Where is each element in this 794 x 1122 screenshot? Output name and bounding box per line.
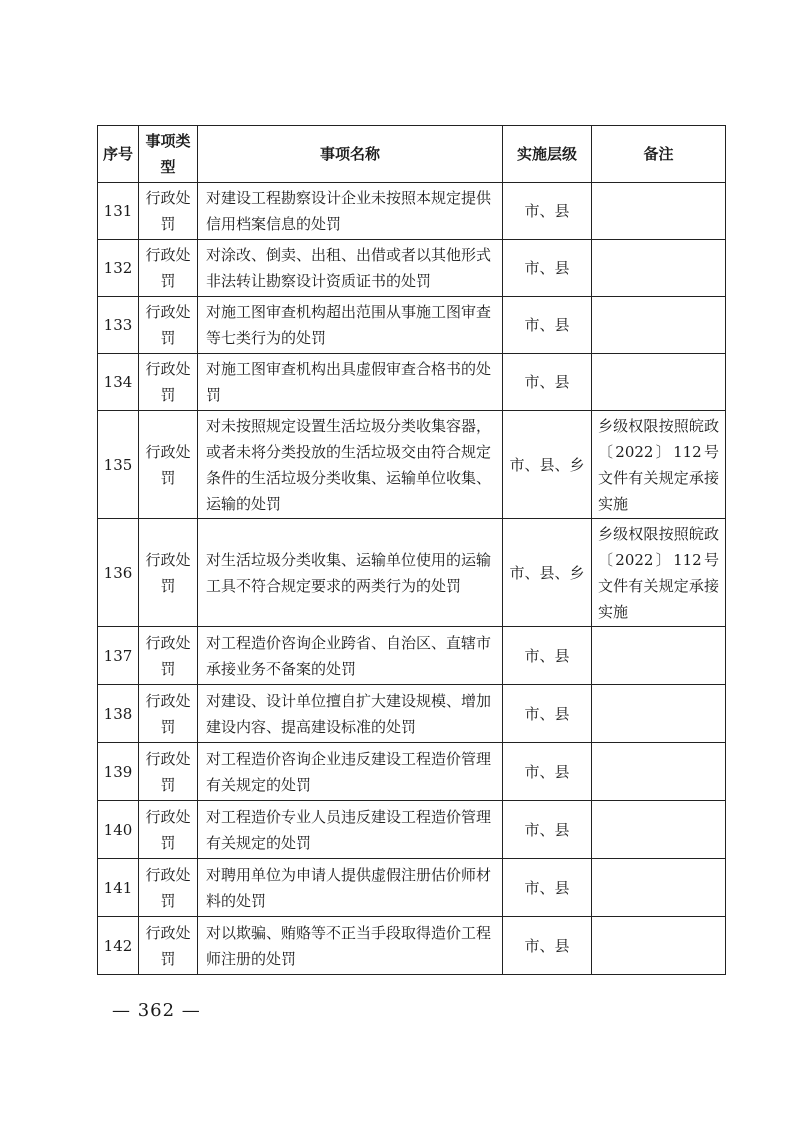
- row-name: 对建设、设计单位擅自扩大建设规模、增加建设内容、提高建设标准的处罚: [198, 685, 503, 743]
- row-name: 对生活垃圾分类收集、运输单位使用的运输工具不符合规定要求的两类行为的处罚: [198, 519, 503, 627]
- row-name: 对工程造价专业人员违反建设工程造价管理有关规定的处罚: [198, 801, 503, 859]
- row-note: [592, 859, 726, 917]
- table-header-row: [98, 126, 726, 183]
- row-type: 行政处罚: [139, 917, 198, 975]
- row-level: 市、县: [503, 685, 592, 743]
- row-level: 市、县: [503, 183, 592, 240]
- row-level: 市、县: [503, 354, 592, 411]
- row-level: 市、县: [503, 917, 592, 975]
- row-note: [592, 183, 726, 240]
- row-type: 行政处罚: [139, 354, 198, 411]
- row-type: 行政处罚: [139, 627, 198, 685]
- table-row: [98, 859, 726, 917]
- table-row: [98, 685, 726, 743]
- row-no: 141: [98, 859, 139, 917]
- row-name: 对工程造价咨询企业违反建设工程造价管理有关规定的处罚: [198, 743, 503, 801]
- row-note: 乡级权限按照皖政〔2022〕112号文件有关规定承接实施: [592, 519, 726, 627]
- row-note: 乡级权限按照皖政〔2022〕112号文件有关规定承接实施: [592, 411, 726, 519]
- row-note: [592, 917, 726, 975]
- row-level: 市、县、乡: [503, 411, 592, 519]
- row-name: 对聘用单位为申请人提供虚假注册估价师材料的处罚: [198, 859, 503, 917]
- row-name: 对建设工程勘察设计企业未按照本规定提供信用档案信息的处罚: [198, 183, 503, 240]
- row-no: 133: [98, 297, 139, 354]
- row-name: 对施工图审查机构出具虚假审查合格书的处罚: [198, 354, 503, 411]
- table-row: [98, 240, 726, 297]
- table-row: [98, 519, 726, 627]
- row-no: 138: [98, 685, 139, 743]
- row-type: 行政处罚: [139, 183, 198, 240]
- table-row: [98, 801, 726, 859]
- row-level: 市、县: [503, 859, 592, 917]
- row-no: 142: [98, 917, 139, 975]
- row-name: 对未按照规定设置生活垃圾分类收集容器，或者未将分类投放的生活垃圾交由符合规定条件的生活垃圾分类收集、运输单位收集、运输的处罚: [198, 411, 503, 519]
- row-level: 市、县: [503, 240, 592, 297]
- row-level: 市、县: [503, 297, 592, 354]
- row-level: 市、县、乡: [503, 519, 592, 627]
- row-note: [592, 801, 726, 859]
- row-note: [592, 354, 726, 411]
- row-note: [592, 685, 726, 743]
- row-name: 对工程造价咨询企业跨省、自治区、直辖市承接业务不备案的处罚: [198, 627, 503, 685]
- row-note: [592, 743, 726, 801]
- row-type: 行政处罚: [139, 297, 198, 354]
- items-table: [97, 125, 726, 975]
- row-name: 对以欺骗、贿赂等不正当手段取得造价工程师注册的处罚: [198, 917, 503, 975]
- row-name: 对施工图审查机构超出范围从事施工图审查等七类行为的处罚: [198, 297, 503, 354]
- row-type: 行政处罚: [139, 519, 198, 627]
- row-note: [592, 240, 726, 297]
- row-level: 市、县: [503, 627, 592, 685]
- row-level: 市、县: [503, 801, 592, 859]
- table-row: [98, 917, 726, 975]
- table-row: [98, 627, 726, 685]
- row-note: [592, 297, 726, 354]
- row-type: 行政处罚: [139, 685, 198, 743]
- header-level: 实施层级: [503, 126, 592, 183]
- row-type: 行政处罚: [139, 240, 198, 297]
- row-type: 行政处罚: [139, 411, 198, 519]
- table-row: [98, 354, 726, 411]
- header-no: 序号: [98, 126, 139, 183]
- header-type: 事项类型: [139, 126, 198, 183]
- table-row: [98, 183, 726, 240]
- table-row: [98, 411, 726, 519]
- page-number: — 362 —: [112, 1000, 201, 1021]
- table-row: [98, 297, 726, 354]
- row-no: 131: [98, 183, 139, 240]
- row-no: 139: [98, 743, 139, 801]
- row-no: 135: [98, 411, 139, 519]
- row-no: 132: [98, 240, 139, 297]
- row-no: 134: [98, 354, 139, 411]
- row-type: 行政处罚: [139, 801, 198, 859]
- row-name: 对涂改、倒卖、出租、出借或者以其他形式非法转让勘察设计资质证书的处罚: [198, 240, 503, 297]
- header-note: 备注: [592, 126, 726, 183]
- header-name: 事项名称: [198, 126, 503, 183]
- row-type: 行政处罚: [139, 743, 198, 801]
- row-no: 137: [98, 627, 139, 685]
- row-no: 136: [98, 519, 139, 627]
- row-no: 140: [98, 801, 139, 859]
- table-row: [98, 743, 726, 801]
- row-type: 行政处罚: [139, 859, 198, 917]
- row-level: 市、县: [503, 743, 592, 801]
- row-note: [592, 627, 726, 685]
